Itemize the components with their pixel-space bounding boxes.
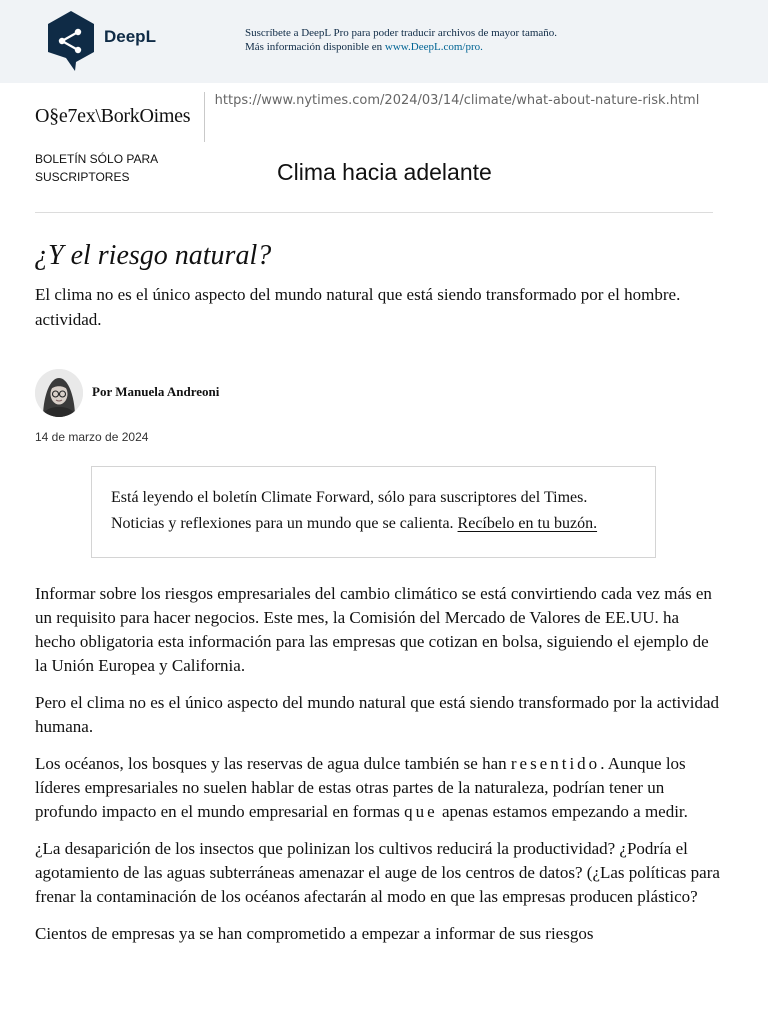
- p3-part-e: apenas estamos empezando a medir.: [437, 802, 688, 821]
- infobox-description: Está leyendo el boletín Climate Forward, sólo para suscriptores del Times. Noticias y reflexiones para un mundo que se calienta.: [111, 489, 588, 532]
- source-url[interactable]: https://www.nytimes.com/2024/03/14/climate/what-about-nature-risk.html: [214, 93, 700, 108]
- summary-text: El clima no es el único aspecto del mundo natural que está siendo transformado por el hombre.: [35, 285, 681, 304]
- article-body: [35, 582, 720, 959]
- author-avatar[interactable]: [35, 369, 83, 417]
- paragraph-5: Cientos de empresas ya se han comprometido a empezar a informar de sus riesgos: [35, 924, 594, 943]
- paragraph-4: ¿La desaparición de los insectos que polinizan los cultivos reducirá la productividad? ¿Podría el agotamiento de las aguas subterráneas amenazar el auge de los centros de datos? (¿Las políticas para frenar la contaminación de los océanos afectarán al modo en que las empresas producen plástico?: [35, 839, 720, 906]
- p3-part-d: que: [404, 802, 438, 821]
- author-portrait-icon: [35, 369, 83, 417]
- deepl-logo-icon[interactable]: [46, 10, 96, 72]
- banner-line-2: [245, 40, 557, 54]
- deepl-logo-text: DeepL: [104, 27, 156, 46]
- header-rule: [35, 212, 713, 213]
- summary-continuation: actividad.: [35, 310, 102, 329]
- deepl-banner: [0, 0, 768, 83]
- p3-part-c: . Aunque los líderes empresariales no suelen hablar de estas otras partes de la naturaleza, podrían tener un profundo impacto en el mundo empresarial en formas: [35, 754, 686, 821]
- masthead-logo[interactable]: O§e7ex\BorkOimes: [35, 105, 191, 127]
- p3-part-b: resentido: [510, 754, 601, 773]
- newsletter-title[interactable]: Clima hacia adelante: [277, 159, 492, 185]
- paragraph-1: Informar sobre los riesgos empresariales del cambio climático se está convirtiendo cada vez más en un requisito para hacer negocios. Este mes, la Comisión del Mercado de Valores de EE.UU. ha hecho obligatoria esta información para las empresas que cotizan en bolsa, siguiendo el ejemplo de la Unión Europea y California.: [35, 584, 712, 675]
- newsletter-infobox: [91, 466, 656, 558]
- banner-line-1: Suscríbete a DeepL Pro para poder traducir archivos de mayor tamaño.: [245, 27, 558, 39]
- deepl-pro-link[interactable]: www.DeepL.com/pro.: [384, 41, 483, 53]
- banner-line-2-prefix: Más información disponible en: [245, 41, 385, 53]
- signup-link[interactable]: Recíbelo en tu buzón.: [457, 515, 598, 532]
- paragraph-3: [35, 752, 720, 824]
- article-headline: ¿Y el riesgo natural?: [34, 240, 272, 271]
- paragraph-2: Pero el clima no es el único aspecto del mundo natural que está siendo transformado por la actividad humana.: [35, 693, 720, 736]
- subscriber-tag: BOLETÍN SÓLO PARA SUSCRIPTORES: [35, 152, 159, 184]
- author-byline[interactable]: Por Manuela Andreoni: [92, 384, 220, 399]
- article-summary: [35, 284, 695, 331]
- p3-part-a: Los océanos, los bosques y las reservas de agua dulce también se han: [35, 754, 511, 773]
- header-divider: [204, 92, 205, 142]
- infobox-text: [111, 485, 631, 537]
- publish-date: 14 de marzo de 2024: [35, 430, 149, 444]
- banner-message: [245, 26, 557, 54]
